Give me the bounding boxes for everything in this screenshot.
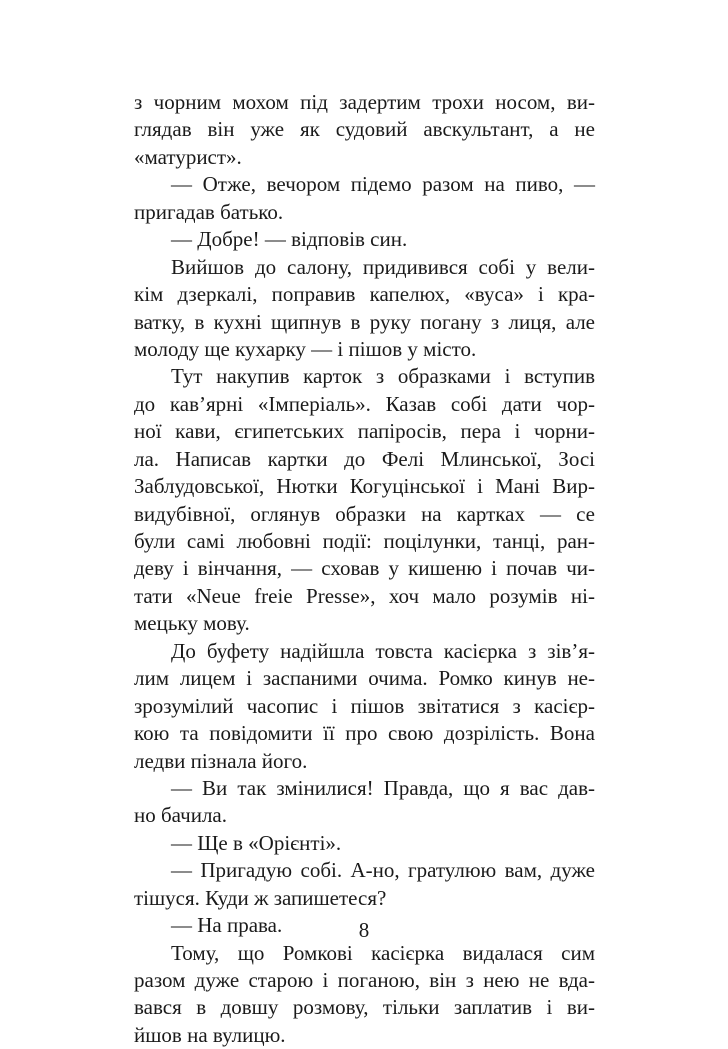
text-line: лим лицем і заспаними очима. Ромко кинув не- — [134, 666, 595, 691]
text-line: пригадав батько. — [134, 199, 284, 224]
text-line: Заблудовської, Нютки Когуцінської і Мані Вир- — [134, 474, 595, 499]
text-line: видубівної, оглянув образки на картках — се — [134, 501, 595, 526]
text-line: — На права. — [171, 913, 283, 938]
text-line: ної кави, єгипетських папіросів, пера і чорни- — [134, 419, 595, 444]
text-line: — Пригадую собі. А-но, гратулюю вам, дуже — [171, 858, 595, 883]
text-line: були самі любовні події: поцілунки, танці, ран- — [134, 529, 595, 553]
text-line: до кав’ярні «Імперіаль». Казав собі дати чор- — [134, 391, 595, 416]
text-line: ватку, в кухні щипнув в руку погану з лиця, але — [134, 309, 595, 334]
text-line: тати «Neue freie Presse», хоч мало розумів ні- — [134, 583, 595, 608]
text-line: мецьку мову. — [134, 611, 250, 636]
text-line: — Отже, вечором підемо разом на пиво, — — [171, 172, 595, 197]
text-body — [134, 89, 595, 1049]
text-line: Вийшов до салону, придивився собі у вели- — [171, 254, 595, 279]
text-line: Тому, що Ромкові касієрка видалася сим — [171, 940, 595, 965]
text-line: тішуся. Куди ж запишетеся? — [134, 885, 387, 910]
text-line: — Ще в «Орієнті». — [171, 830, 342, 855]
text-line: «матурист». — [134, 144, 242, 169]
text-line: ледви пізнала його. — [134, 748, 308, 773]
text-line: кім дзеркалі, поправив капелюх, «вуса» і кра- — [134, 282, 595, 307]
text-line: кою та повідомити її про свою дозрілість. Вона — [134, 721, 595, 746]
text-line: йшов на вулицю. — [134, 1022, 286, 1047]
text-line: вався в довшу розмову, тільки заплатив і ви- — [134, 995, 595, 1020]
text-line: зрозумілий часопис і пішов звітатися з касієр- — [134, 693, 595, 718]
text-line: — Добре! — відповів син. — [171, 227, 408, 252]
text-line: з чорним мохом під задертим трохи носом, ви- — [134, 90, 595, 114]
text-line: молоду ще кухарку — і пішов у місто. — [134, 336, 477, 361]
page-number: 8 — [358, 918, 370, 942]
text-line: До буфету надійшла товста касієрка з зів’я- — [171, 638, 595, 663]
text-line: ла. Написав картки до Фелі Млинської, Зосі — [134, 446, 595, 471]
text-line: — Ви так змінилися! Правда, що я вас дав- — [171, 775, 595, 800]
text-line: деву і вінчання, — сховав у кишеню і почав чи- — [134, 556, 595, 581]
text-line: разом дуже старою і поганою, він з нею не вда- — [134, 968, 595, 992]
text-line: Тут накупив карток з образками і вступив — [171, 364, 595, 389]
text-line: но бачила. — [134, 803, 228, 828]
text-line: глядав він уже як судовий авскультант, а не — [134, 117, 595, 142]
